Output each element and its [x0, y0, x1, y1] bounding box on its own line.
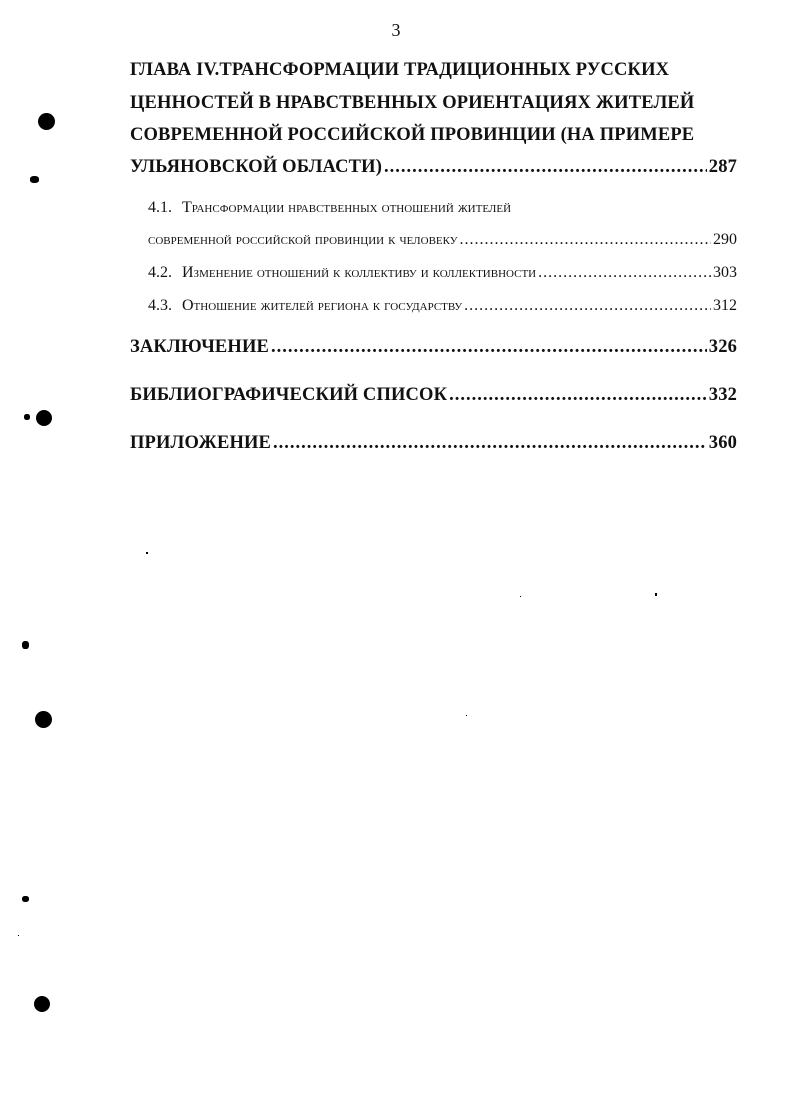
scan-speck — [520, 596, 521, 597]
chapter-page: 287 — [708, 157, 737, 177]
dot-leader — [273, 433, 707, 454]
dot-leader — [449, 385, 707, 406]
scan-speck — [30, 176, 39, 183]
toc-entry-bibliography[interactable] — [130, 385, 737, 406]
section-number: 4.1. — [148, 199, 172, 216]
entry-page: 326 — [708, 337, 737, 357]
chapter-title-line-1: ГЛАВА IV.ТРАНСФОРМАЦИИ ТРАДИЦИОННЫХ РУССКИХ — [130, 60, 670, 80]
section-title: Трансформации нравственных отношений жителей — [182, 199, 512, 216]
entry-page: 332 — [708, 385, 737, 405]
section-title-continued: современной российской провинции к человеку — [148, 231, 458, 248]
scan-speck — [22, 896, 29, 902]
punch-hole-mark — [38, 113, 55, 130]
toc-entry-conclusion[interactable] — [130, 337, 737, 358]
toc-entry-appendix[interactable] — [130, 433, 737, 454]
section-number: 4.3. — [148, 297, 172, 314]
dot-leader — [384, 157, 707, 178]
scan-speck — [466, 715, 467, 716]
chapter-title-line-3: СОВРЕМЕННОЙ РОССИЙСКОЙ ПРОВИНЦИИ (НА ПРИМЕРЕ — [130, 125, 695, 145]
punch-hole-mark — [36, 410, 52, 426]
dot-leader — [464, 297, 711, 315]
section-title: Изменение отношений к коллективу и коллективности — [182, 264, 537, 281]
entry-title: БИБЛИОГРАФИЧЕСКИЙ СПИСОК — [130, 385, 448, 405]
chapter-title-line-2: ЦЕННОСТЕЙ В НРАВСТВЕННЫХ ОРИЕНТАЦИЯХ ЖИТЕЛЕЙ — [130, 93, 695, 113]
scan-speck — [24, 414, 30, 420]
entry-title: ПРИЛОЖЕНИЕ — [130, 433, 272, 453]
dot-leader — [460, 231, 711, 249]
punch-hole-mark — [34, 996, 50, 1012]
scan-speck — [146, 552, 148, 554]
section-page: 290 — [713, 231, 737, 248]
scan-speck — [655, 593, 657, 596]
toc-entry-section-4-3[interactable] — [148, 297, 737, 315]
dot-leader — [538, 264, 711, 282]
section-page: 303 — [713, 264, 737, 281]
scan-speck — [22, 641, 29, 649]
toc-entry-section-4-2[interactable] — [148, 264, 737, 282]
toc-entry-section-4-1[interactable] — [148, 231, 737, 249]
toc-entry-chapter-4[interactable] — [130, 157, 737, 178]
section-number: 4.2. — [148, 264, 172, 281]
dot-leader — [271, 337, 707, 358]
entry-title: ЗАКЛЮЧЕНИЕ — [130, 337, 269, 357]
section-4-1-line-1 — [148, 199, 511, 217]
scan-speck — [18, 935, 19, 936]
page-number: 3 — [391, 20, 401, 40]
section-title: Отношение жителей региона к государству — [182, 297, 463, 314]
punch-hole-mark — [35, 711, 52, 728]
entry-page: 360 — [708, 433, 737, 453]
chapter-title-line-4: УЛЬЯНОВСКОЙ ОБЛАСТИ) — [130, 157, 383, 177]
section-page: 312 — [713, 297, 737, 314]
